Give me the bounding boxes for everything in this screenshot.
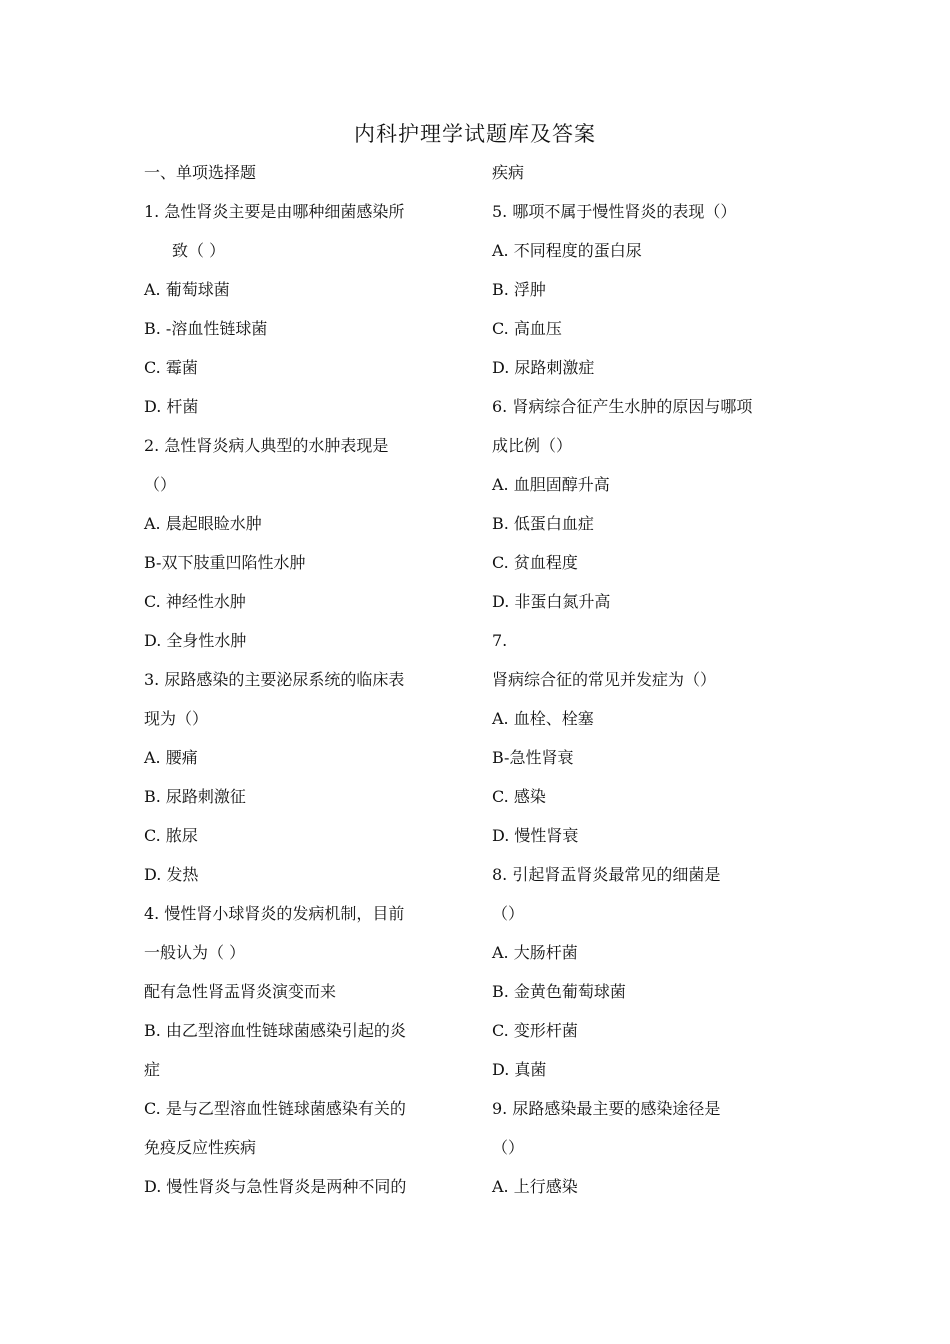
option-line-cont: 疾病	[492, 163, 525, 182]
right-column	[492, 153, 822, 1206]
question-7-number: 7.	[492, 631, 508, 650]
option-line: C. 是与乙型溶血性链球菌感染有关的	[144, 1099, 406, 1118]
option-line: B. -溶血性链球菌	[144, 319, 268, 338]
option-line: B. 浮肿	[492, 280, 546, 299]
option-line: B. 低蛋白血症	[492, 514, 594, 533]
option-line: A. 大肠杆菌	[492, 943, 578, 962]
question-2: 2. 急性肾炎病人典型的水肿表现是	[144, 436, 389, 455]
option-line: A. 血栓、栓塞	[492, 709, 594, 728]
option-line: A. 上行感染	[492, 1177, 578, 1196]
option-line: C. 霉菌	[144, 358, 198, 377]
option-line: D. 真菌	[492, 1060, 547, 1079]
question-4-cont: 一般认为（ ）	[144, 943, 246, 962]
section-heading: 一、单项选择题	[144, 163, 257, 182]
option-line: D. 非蛋白氮升高	[492, 592, 611, 611]
question-9: 9. 尿路感染最主要的感染途径是	[492, 1099, 721, 1118]
option-line: C. 变形杆菌	[492, 1021, 578, 1040]
question-8-cont: （）	[492, 904, 525, 923]
question-2-cont: （）	[144, 475, 177, 494]
question-4: 4. 慢性肾小球肾炎的发病机制，目前	[144, 904, 405, 923]
question-6-cont: 成比例（）	[492, 436, 573, 455]
option-line: C. 贫血程度	[492, 553, 578, 572]
question-7: 肾病综合征的常见并发症为（）	[492, 670, 717, 689]
option-line: A. 血胆固醇升高	[492, 475, 610, 494]
option-line: D. 慢性肾炎与急性肾炎是两种不同的	[144, 1177, 407, 1196]
option-line: C. 脓尿	[144, 826, 198, 845]
question-1-cont: 致（ ）	[172, 241, 226, 260]
option-line: A. 葡萄球菌	[144, 280, 230, 299]
option-line: D. 发热	[144, 865, 199, 884]
option-line: B-急性肾衰	[492, 748, 574, 767]
option-line-cont: 症	[144, 1060, 161, 1079]
option-line: C. 感染	[492, 787, 546, 806]
option-line: D. 尿路刺激症	[492, 358, 595, 377]
option-line: B. 金黄色葡萄球菌	[492, 982, 626, 1001]
question-8: 8. 引起肾盂肾炎最常见的细菌是	[492, 865, 721, 884]
question-1: 1. 急性肾炎主要是由哪种细菌感染所	[144, 202, 405, 221]
question-9-cont: （）	[492, 1138, 525, 1157]
document-title: 内科护理学试题库及答案	[354, 122, 596, 146]
option-line: D. 慢性肾衰	[492, 826, 579, 845]
option-line: 配有急性肾盂肾炎演变而来	[144, 982, 337, 1001]
option-line: D. 杆菌	[144, 397, 199, 416]
question-6: 6. 肾病综合征产生水肿的原因与哪项	[492, 397, 753, 416]
option-line: A. 腰痛	[144, 748, 198, 767]
option-line: B. 由乙型溶血性链球菌感染引起的炎	[144, 1021, 406, 1040]
option-line-cont: 免疫反应性疾病	[144, 1138, 257, 1157]
question-3-cont: 现为（）	[144, 709, 209, 728]
question-5: 5. 哪项不属于慢性肾炎的表现（）	[492, 202, 737, 221]
option-line: A. 晨起眼睑水肿	[144, 514, 262, 533]
option-line: B-双下肢重凹陷性水肿	[144, 553, 306, 572]
option-line: D. 全身性水肿	[144, 631, 247, 650]
option-line: A. 不同程度的蛋白尿	[492, 241, 642, 260]
question-3: 3. 尿路感染的主要泌尿系统的临床表	[144, 670, 405, 689]
left-column	[144, 153, 474, 1206]
option-line: C. 高血压	[492, 319, 562, 338]
option-line: C. 神经性水肿	[144, 592, 246, 611]
option-line: B. 尿路刺激征	[144, 787, 246, 806]
